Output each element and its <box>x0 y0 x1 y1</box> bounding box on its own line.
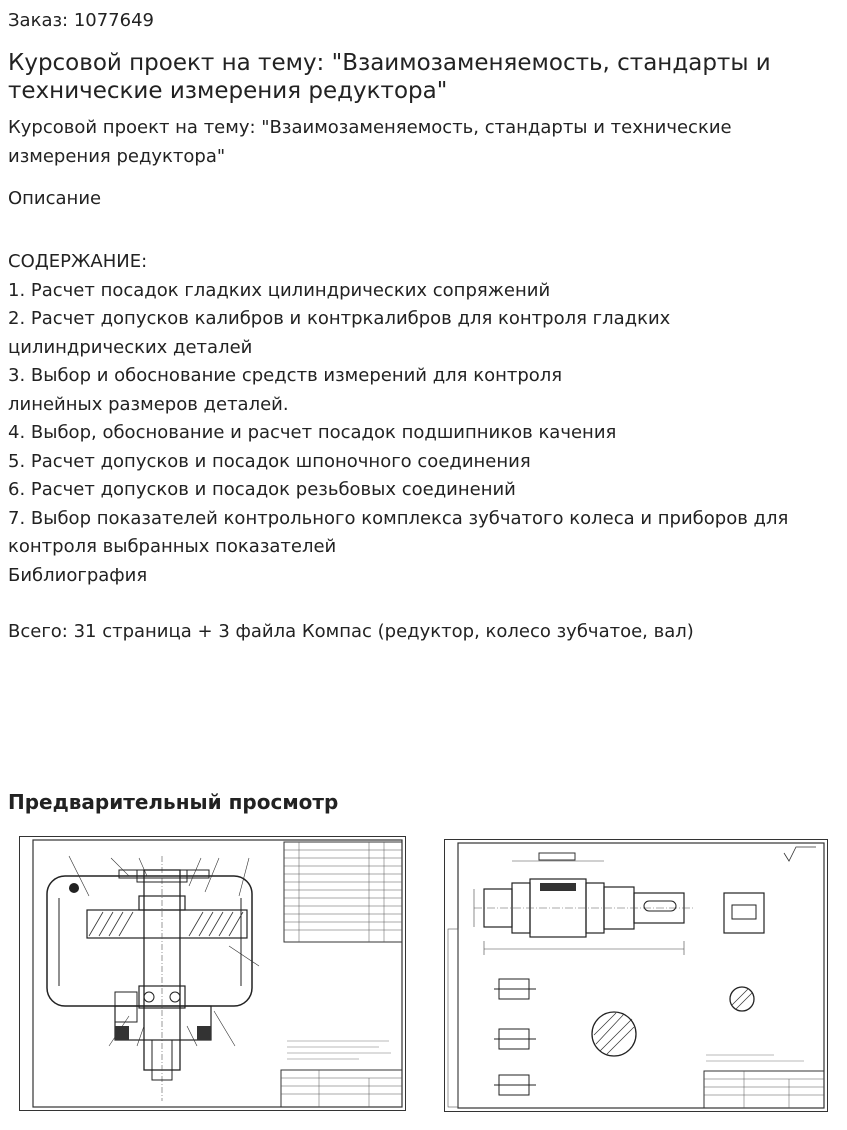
contents-line: линейных размеров деталей. <box>8 393 289 415</box>
contents-line: Библиография <box>8 564 148 586</box>
preview-heading: Предварительный просмотр <box>8 790 339 814</box>
page-subtitle: Курсовой проект на тему: "Взаимозаменяемость, стандарты и технические измерения редуктора" <box>8 117 732 167</box>
order-number: Заказ: 1077649 <box>8 10 154 31</box>
reducer-assembly-drawing-icon <box>19 836 406 1111</box>
preview-image-shaft-drawing[interactable] <box>444 839 828 1112</box>
preview-image-reducer-drawing[interactable] <box>19 836 406 1111</box>
contents-block <box>8 248 843 590</box>
contents-line: 5. Расчет допусков и посадок шпоночного соединения <box>8 450 531 472</box>
page-title: Курсовой проект на тему: "Взаимозаменяемость, стандарты и технические измерения редуктора" <box>8 50 771 104</box>
contents-line: 3. Выбор и обоснование средств измерений для контроля <box>8 365 563 386</box>
contents-line: 6. Расчет допусков и посадок резьбовых соединений <box>8 479 516 500</box>
contents-heading: СОДЕРЖАНИЕ: <box>8 251 148 272</box>
shaft-part-drawing-icon <box>444 839 828 1112</box>
contents-line: 4. Выбор, обоснование и расчет посадок подшипников качения <box>8 422 617 443</box>
contents-line: 2. Расчет допусков калибров и контркалибров для контроля гладких <box>8 308 671 329</box>
contents-line: контроля выбранных показателей <box>8 536 337 557</box>
contents-line: 1. Расчет посадок гладких цилиндрических сопряжений <box>8 279 551 301</box>
contents-line: цилиндрических деталей <box>8 336 253 358</box>
description-heading: Описание <box>8 188 102 209</box>
contents-line: 7. Выбор показателей контрольного комплекса зубчатого колеса и приборов для <box>8 507 789 529</box>
total-pages: Всего: 31 страница + 3 файла Компас (редуктор, колесо зубчатое, вал) <box>8 621 694 642</box>
